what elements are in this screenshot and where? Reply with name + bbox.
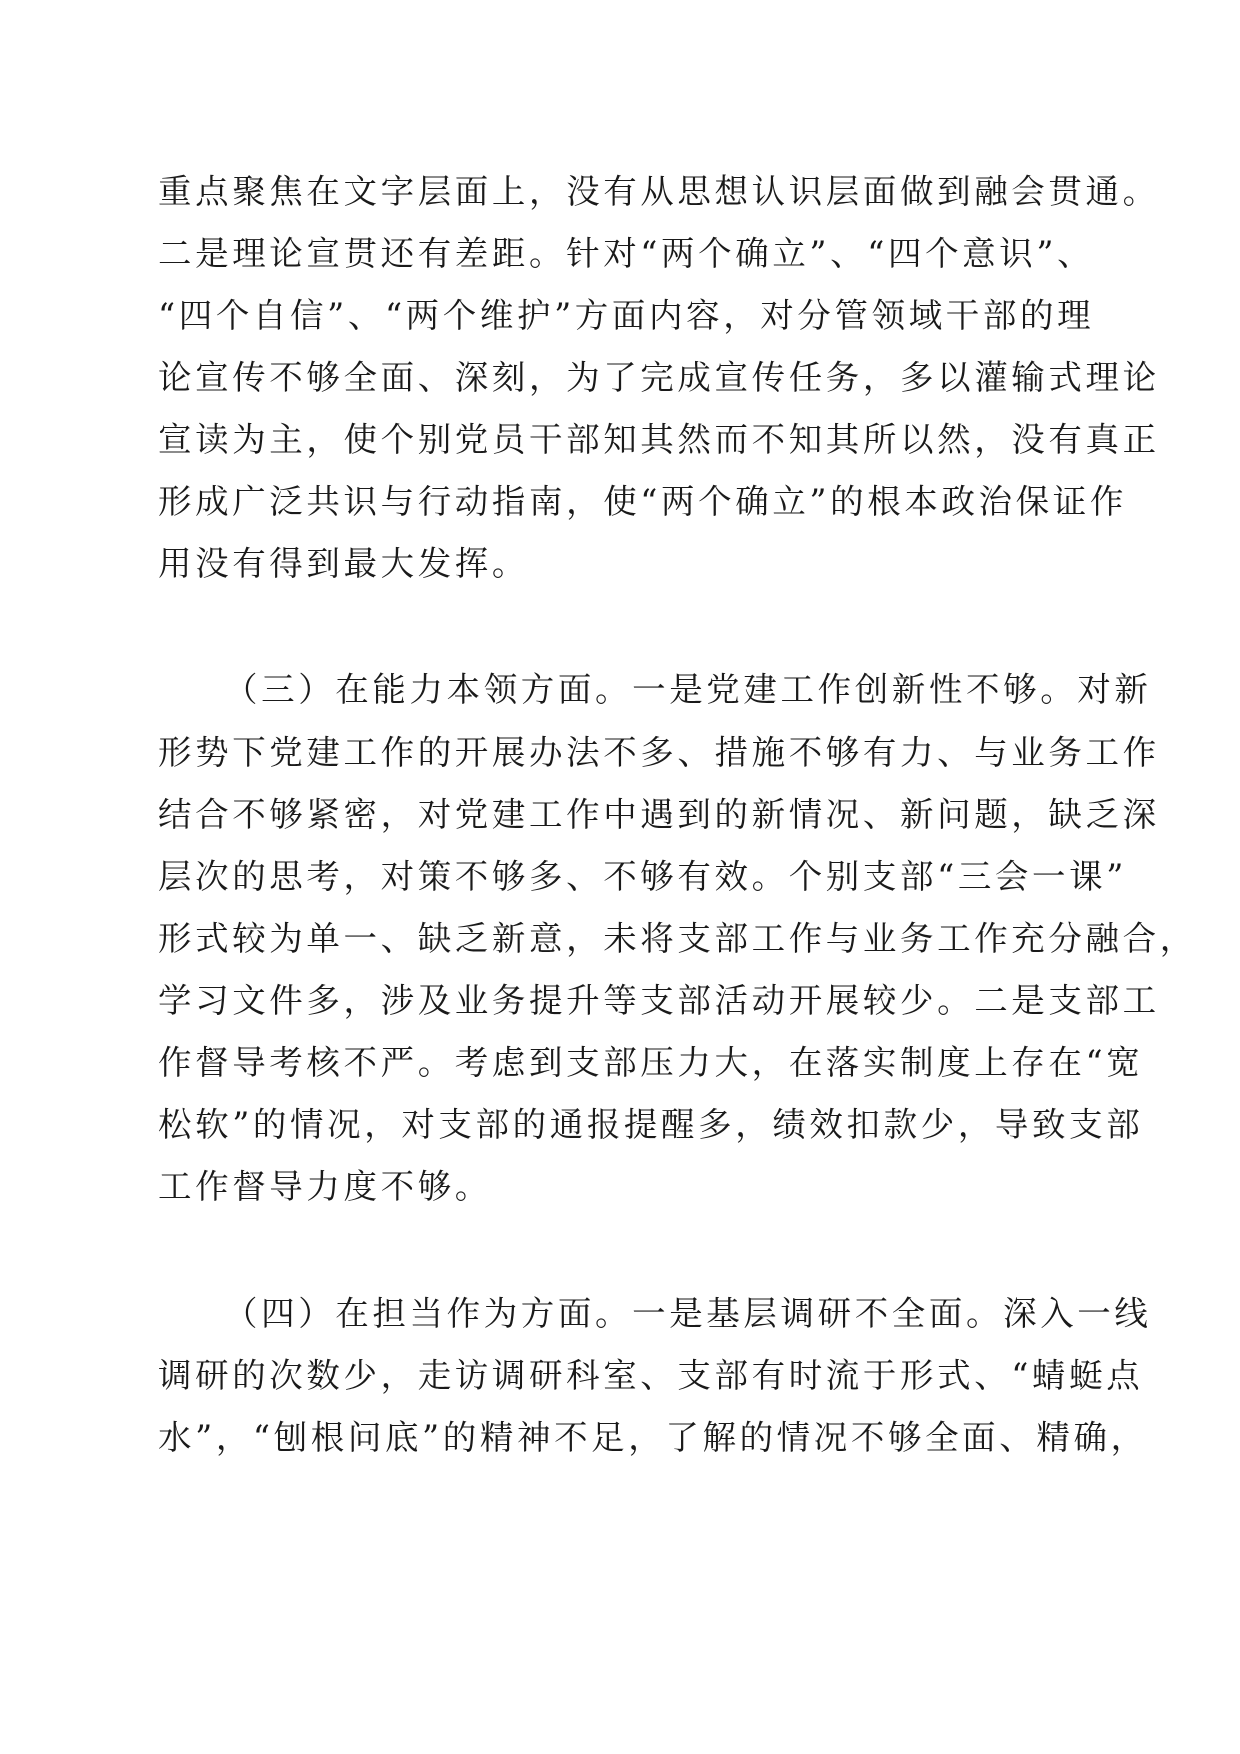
paragraph-3-line-5: 形式较为单一、缺乏新意，未将支部工作与业务工作充分融合，	[158, 919, 1197, 958]
paragraph-3-line-7: 作督导考核不严。考虑到支部压力大，在落实制度上存在“宽	[158, 1043, 1144, 1082]
paragraph-3-line-2: 形势下党建工作的开展办法不多、措施不够有力、与业务工作	[158, 733, 1160, 772]
paragraph-2-line-3: “四个自信”、“两个维护”方面内容，对分管领域干部的理	[158, 296, 1095, 335]
paragraph-2-line-1: 重点聚焦在文字层面上，没有从思想认识层面做到融会贯通。	[158, 172, 1160, 211]
paragraph-4-line-3: 水”，“刨根问底”的精神不足，了解的情况不够全面、精确，	[158, 1418, 1148, 1457]
paragraph-2-line-7: 用没有得到最大发挥。	[158, 544, 529, 583]
paragraph-3-line-8: 松软”的情况，对支部的通报提醒多，绩效扣款少，导致支部	[158, 1105, 1144, 1144]
paragraph-2-line-4: 论宣传不够全面、深刻，为了完成宣传任务，多以灌输式理论	[158, 358, 1160, 397]
paragraph-2-line-2: 二是理论宣贯还有差距。针对“两个确立”、“四个意识”、	[158, 234, 1095, 273]
paragraph-3-line-4: 层次的思考，对策不够多、不够有效。个别支部“三会一课”	[158, 857, 1127, 896]
paragraph-4-line-2: 调研的次数少，走访调研科室、支部有时流于形式、“蜻蜓点	[158, 1356, 1144, 1395]
paragraph-3-line-1: （三）在能力本领方面。一是党建工作创新性不够。对新	[224, 670, 1152, 709]
paragraph-2-line-6: 形成广泛共识与行动指南，使“两个确立”的根本政治保证作	[158, 482, 1127, 521]
paragraph-3-line-3: 结合不够紧密，对党建工作中遇到的新情况、新问题，缺乏深	[158, 795, 1160, 834]
paragraph-4-line-1: （四）在担当作为方面。一是基层调研不全面。深入一线	[224, 1294, 1152, 1333]
paragraph-3-line-6: 学习文件多，涉及业务提升等支部活动开展较少。二是支部工	[158, 981, 1160, 1020]
paragraph-3-line-9: 工作督导力度不够。	[158, 1167, 492, 1206]
paragraph-2-line-5: 宣读为主，使个别党员干部知其然而不知其所以然，没有真正	[158, 420, 1160, 459]
